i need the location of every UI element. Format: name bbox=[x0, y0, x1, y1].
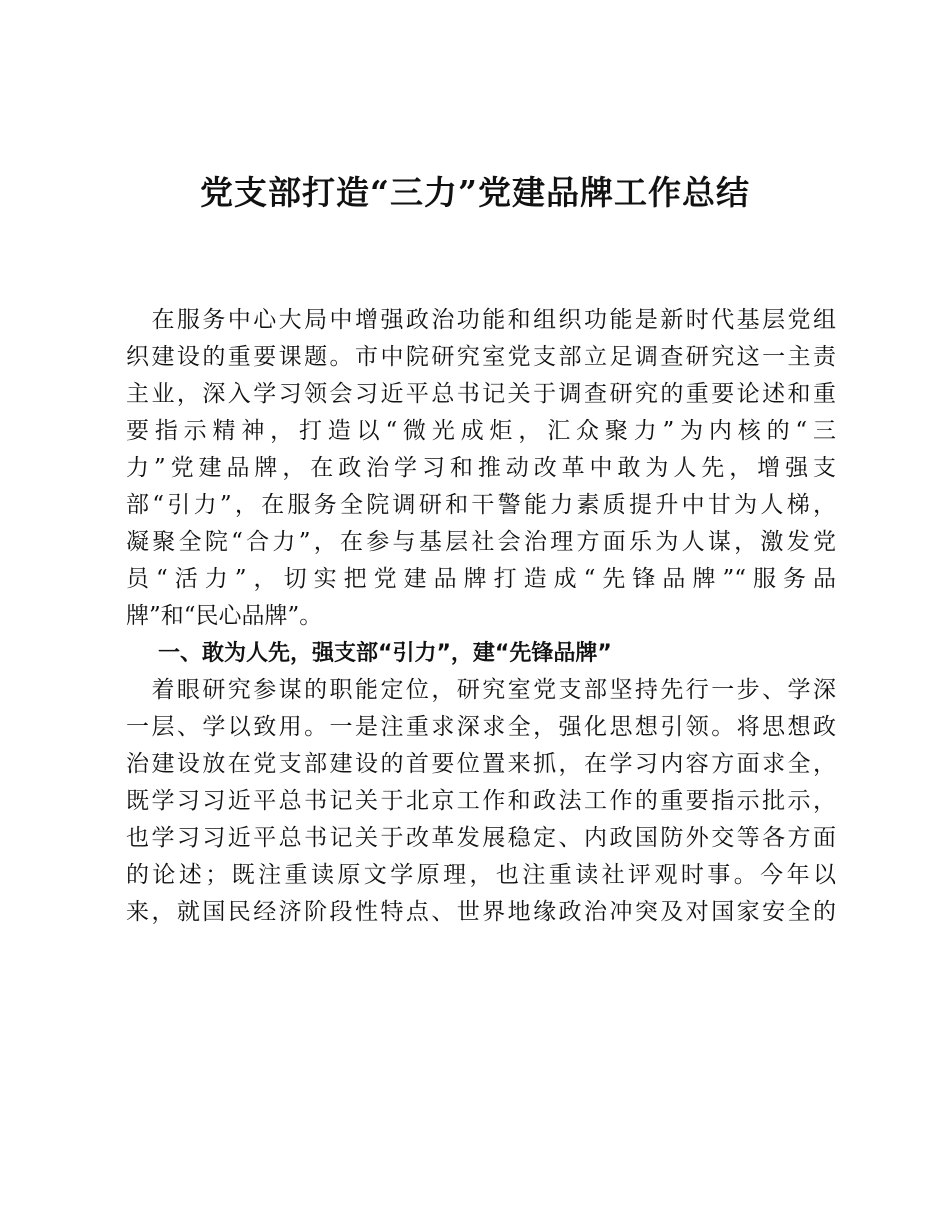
paragraph-1-line-4: 要指示精神，打造以“微光成炬，汇众聚力”为内核的“三 bbox=[126, 418, 836, 444]
paragraph-2-line-2: 一层、学以致用。一是注重求深求全，强化思想引领。将思想政 bbox=[126, 714, 836, 740]
paragraph-2-line-7: 来，就国民经济阶段性特点、世界地缘政治冲突及对国家安全的 bbox=[126, 899, 836, 925]
paragraph-1-line-6: 部“引力”，在服务全院调研和干警能力素质提升中甘为人梯， bbox=[126, 492, 836, 518]
paragraph-2-line-1: 着眼研究参谋的职能定位，研究室党支部坚持先行一步、学深 bbox=[126, 677, 836, 703]
paragraph-2-line-4: 既学习习近平总书记关于北京工作和政法工作的重要指示批示， bbox=[126, 788, 836, 814]
paragraph-2-line-3: 治建设放在党支部建设的首要位置来抓，在学习内容方面求全， bbox=[126, 751, 836, 777]
paragraph-1-line-5: 力”党建品牌，在政治学习和推动改革中敢为人先，增强支 bbox=[126, 455, 836, 481]
section-1-heading: 一、敢为人先，强支部“引力”，建“先锋品牌” bbox=[158, 641, 612, 666]
paragraph-2-line-6: 的论述；既注重读原文学原理，也注重读社评观时事。今年以 bbox=[126, 862, 836, 888]
paragraph-1-line-3: 主业，深入学习领会习近平总书记关于调查研究的重要论述和重 bbox=[126, 381, 836, 407]
paragraph-1-line-2: 织建设的重要课题。市中院研究室党支部立足调查研究这一主责 bbox=[126, 344, 836, 370]
paragraph-1-line-1: 在服务中心大局中增强政治功能和组织功能是新时代基层党组 bbox=[126, 307, 836, 333]
paragraph-1-line-8: 员“活力”，切实把党建品牌打造成“先锋品牌”“服务品 bbox=[126, 566, 836, 592]
paragraph-2-line-5: 也学习习近平总书记关于改革发展稳定、内政国防外交等各方面 bbox=[126, 825, 836, 851]
document-title: 党支部打造“三力”党建品牌工作总结 bbox=[200, 173, 750, 212]
paragraph-1-line-9: 牌”和“民心品牌”。 bbox=[126, 603, 323, 629]
paragraph-1-line-7: 凝聚全院“合力”，在参与基层社会治理方面乐为人谋，激发党 bbox=[126, 529, 836, 555]
